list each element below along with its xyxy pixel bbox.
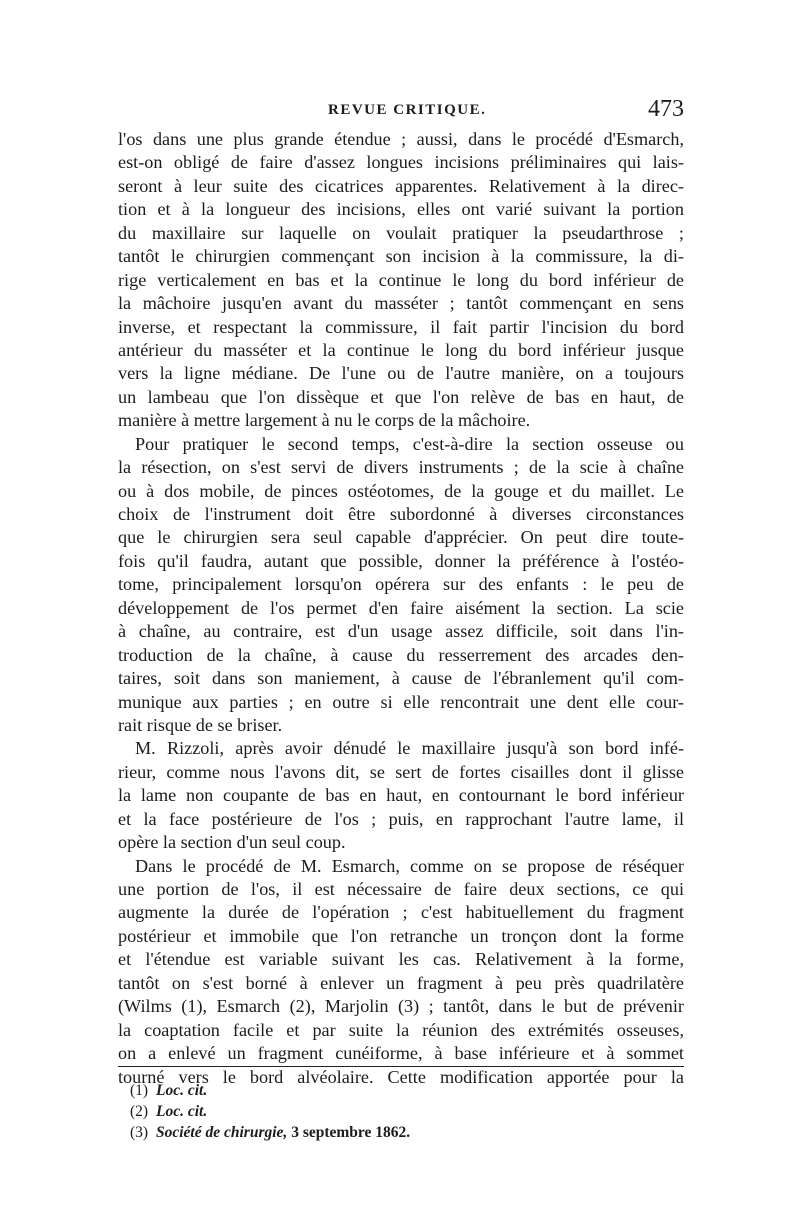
footnote: [130, 1101, 630, 1122]
text-line: vers la ligne médiane. De l'une ou de l'autre manière, on a toujours: [118, 363, 684, 384]
text-line: on a enlevé un fragment cunéiforme, à base inférieure et à sommet: [118, 1043, 684, 1064]
text-line: rige verticalement en bas et la continue le long du bord inférieur de: [118, 269, 684, 290]
body-text: [118, 128, 684, 1089]
footnote-number: (2): [130, 1103, 149, 1120]
footnote-rule: [118, 1066, 684, 1067]
footnote-citation: Société de chirurgie,: [156, 1124, 288, 1141]
text-line: du maxillaire sur laquelle on voulait pratiquer la pseudarthrose ;: [118, 222, 684, 243]
text-line: troduction de la chaîne, à cause du resserrement des arcades den-: [118, 644, 684, 665]
text-line: et la face postérieure de l'os ; puis, en rapprochant l'autre lame, il: [118, 808, 684, 829]
text-line: à chaîne, au contraire, est d'un usage assez difficile, soit dans l'in-: [118, 621, 684, 642]
text-line: développement de l'os permet d'en faire aisément la section. La scie: [118, 597, 684, 618]
footnote-number: (1): [130, 1082, 149, 1099]
text-line: munique aux parties ; en outre si elle rencontrait une dent elle cour-: [118, 691, 684, 712]
text-line: l'os dans une plus grande étendue ; aussi, dans le procédé d'Esmarch,: [118, 129, 684, 149]
running-head: REVUE CRITIQUE.: [328, 102, 487, 118]
text-line: la coaptation facile et par suite la réunion des extrémités osseuses,: [118, 1019, 684, 1040]
text-line: et l'étendue est variable suivant les cas. Relativement à la forme,: [118, 949, 684, 970]
text-line: tion et à la longueur des incisions, elles ont varié suivant la portion: [118, 199, 684, 220]
text-line: manière à mettre largement à nu le corps de la mâchoire.: [118, 410, 531, 431]
footnotes: [130, 1080, 630, 1143]
text-line: la résection, on s'est servi de divers instruments ; de la scie à chaîne: [118, 457, 684, 478]
text-line: augmente la durée de l'opération ; c'est habituellement du fragment: [118, 902, 684, 923]
text-line: rieur, comme nous l'avons dit, se sert de fortes cisailles dont il glisse: [118, 761, 684, 782]
text-line: inverse, et respectant la commissure, il fait partir l'incision du bord: [118, 316, 684, 337]
text-line: opère la section d'un seul coup.: [118, 832, 346, 853]
footnote: [130, 1080, 630, 1101]
text-line: M. Rizzoli, après avoir dénudé le maxillaire jusqu'à son bord infé-: [135, 738, 684, 759]
text-line: Dans le procédé de M. Esmarch, comme on se propose de réséquer: [135, 855, 684, 876]
text-line: postérieur et immobile que l'on retranche un tronçon dont la forme: [118, 925, 684, 946]
footnote-citation: Loc. cit.: [156, 1103, 208, 1120]
text-line: choix de l'instrument doit être subordonné à diverses circonstances: [118, 504, 684, 524]
text-line: Pour pratiquer le second temps, c'est-à-dire la section osseuse ou: [135, 433, 684, 454]
text-line: la mâchoire jusqu'en avant du masséter ; tantôt commençant en sens: [118, 293, 684, 314]
text-line: rait risque de se briser.: [118, 714, 283, 735]
text-line: la lame non coupante de bas en haut, en contournant le bord inférieur: [118, 785, 684, 806]
text-line: un lambeau que l'on dissèque et que l'on relève de bas en haut, de: [118, 386, 684, 407]
footnote-citation: Loc. cit.: [156, 1082, 208, 1099]
text-line: tantôt on s'est borné à enlever un fragment à peu près quadrilatère: [118, 972, 684, 993]
text-line: tome, principalement lorsqu'on opérera sur des enfants : le peu de: [118, 574, 684, 595]
footnote-text: 3 septembre 1862.: [287, 1124, 411, 1141]
text-line: antérieur du masséter et la continue le long du bord inférieur jusque: [118, 339, 684, 360]
text-line: tantôt le chirurgien commençant son incision à la commissure, la di-: [118, 246, 684, 267]
text-line: ou à dos mobile, de pinces ostéotomes, de la gouge et du maillet. Le: [118, 480, 684, 501]
text-line: une portion de l'os, il est nécessaire de faire deux sections, ce qui: [118, 879, 684, 899]
page-number: 473: [648, 96, 684, 122]
text-line: taires, soit dans son maniement, à cause de l'ébranlement qu'il com-: [118, 668, 684, 689]
text-line: seront à leur suite des cicatrices apparentes. Relativement à la direc-: [118, 175, 684, 196]
footnote: [130, 1122, 630, 1143]
text-line: tourné vers le bord alvéolaire. Cette modification apportée pour la: [118, 1066, 684, 1087]
text-line: (Wilms (1), Esmarch (2), Marjolin (3) ; tantôt, dans le but de prévenir: [118, 996, 684, 1017]
page-header: [118, 96, 684, 126]
text-line: que le chirurgien sera seul capable d'apprécier. On peut dire toute-: [118, 527, 684, 548]
footnote-number: (3): [130, 1124, 149, 1141]
text-line: est-on obligé de faire d'assez longues incisions préliminaires qui lais-: [118, 152, 684, 173]
text-line: fois qu'il faudra, autant que possible, donner la préférence à l'ostéo-: [118, 550, 684, 571]
